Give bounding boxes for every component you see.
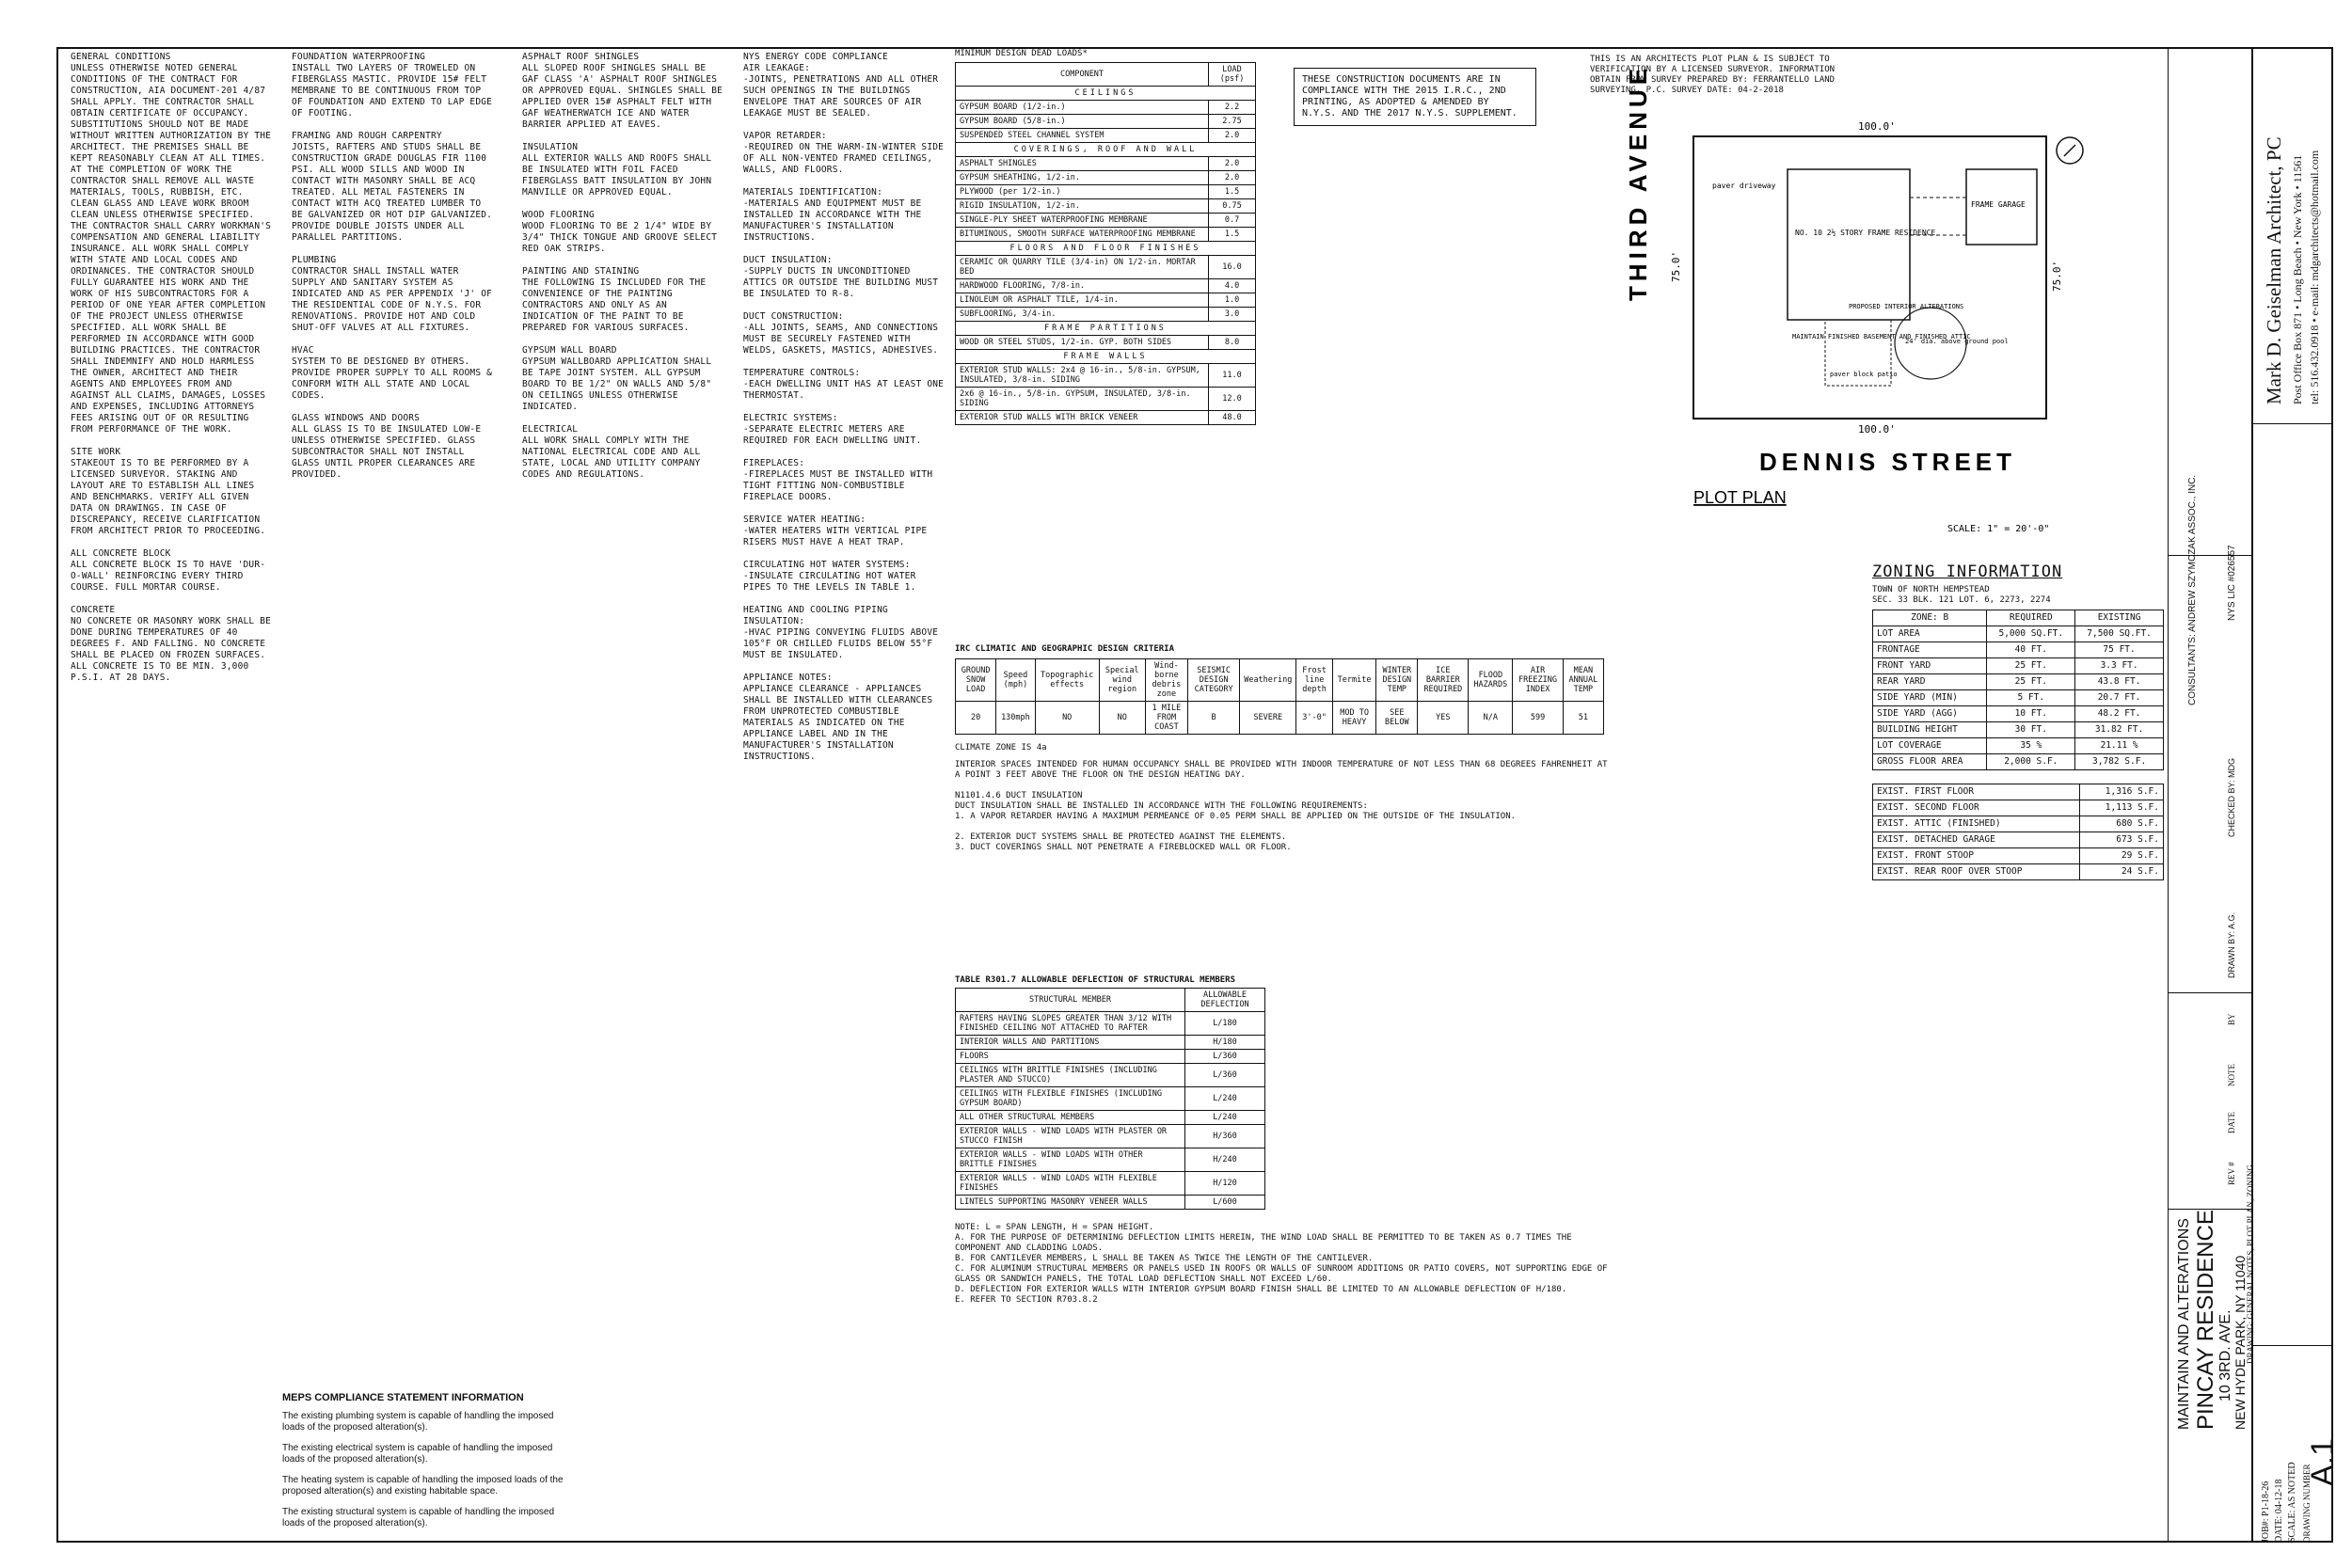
area-label-cell: EXIST. FRONT STOOP — [1873, 848, 2080, 864]
component-cell: GYPSUM BOARD (5/8-in.) — [956, 115, 1209, 129]
table-header: ICE BARRIER REQUIRED — [1418, 659, 1469, 702]
climate-title: IRC CLIMATIC AND GEOGRAPHIC DESIGN CRITERIA — [955, 644, 1174, 654]
table-header: MEAN ANNUAL TEMP — [1563, 659, 1603, 702]
deflection-cell: H/120 — [1184, 1172, 1264, 1196]
deflection-cell: L/360 — [1184, 1050, 1264, 1064]
drawing-number-label: DRAWING NUMBER — [2302, 1464, 2312, 1543]
table-row — [956, 129, 1256, 143]
table-row — [1873, 800, 2164, 816]
table-header: SEISMIC DESIGN CATEGORY — [1188, 659, 1240, 702]
climate-value: 130mph — [996, 702, 1035, 735]
table-header: AIR FREEZING INDEX — [1513, 659, 1563, 702]
climate-value: NO — [1099, 702, 1145, 735]
zoning-cell: 31.82 FT. — [2075, 722, 2164, 738]
climate-value: 3'-0" — [1296, 702, 1332, 735]
table-row — [956, 101, 1256, 115]
table-row — [1873, 816, 2164, 832]
table-row — [956, 171, 1256, 185]
table-row — [956, 279, 1256, 293]
section-header: FRAME PARTITIONS — [956, 322, 1256, 336]
climate-value: SEVERE — [1240, 702, 1296, 735]
zoning-cell: SIDE YARD (MIN) — [1873, 690, 1987, 706]
component-cell: BITUMINOUS, SMOOTH SURFACE WATERPROOFING MEMBRANE — [956, 228, 1209, 242]
firm-name: Mark D. Geiselman Architect, PC — [2263, 136, 2285, 404]
proposed-label: PROPOSED INTERIOR ALTERATIONS — [1849, 303, 1964, 310]
component-cell: PLYWOOD (per 1/2-in.) — [956, 185, 1209, 199]
table-row — [956, 1125, 1265, 1148]
project-addr2: NEW HYDE PARK, NY 11040 — [2233, 1255, 2248, 1430]
area-label-cell: EXIST. SECOND FLOOR — [1873, 800, 2080, 816]
climate-value: B — [1188, 702, 1240, 735]
table-row — [1873, 722, 2164, 738]
street-third-avenue: THIRD AVENUE — [1624, 63, 1652, 301]
deflection-notes: NOTE: L = SPAN LENGTH, H = SPAN HEIGHT. A. FOR THE PURPOSE OF DETERMINING DEFLECTION LIMITS HEREIN, THE WIND LOAD SHALL BE PERMITTED TO BE TAKEN AS 0.7 TIMES THE COMPONENT AND CLADDING LOADS. B. FOR CANTILEVER MEMBERS, L SHALL BE TAKEN AS TWICE THE LENGTH OF THE CANTILEVER. C. FOR ALUMINUM STRUCTURAL MEMBERS OR PANELS USED IN ROOFS OR WALLS OF SUNROOM ADDITIONS OR PATIO COVERS, NOT SUPPORTING EDGE OF GLASS OR SANDWICH PANELS, THE TOTAL LOAD DEFLECTION SHALL NOT EXCEED L/60. D. DEFLECTION FOR EXTERIOR WALLS WITH INTERIOR GYPSUM BOARD FINISH SHALL BE LIMITED TO AN ALLOWABLE DEFLECTION OF H/180. E. REFER TO SECTION R703.8.2 — [955, 1223, 1608, 1305]
member-cell: EXTERIOR WALLS - WIND LOADS WITH PLASTER OR STUCCO FINISH — [956, 1125, 1185, 1148]
zoning-title: ZONING INFORMATION — [1872, 562, 2063, 581]
checked-by: CHECKED BY: MDG — [2227, 757, 2236, 837]
load-cell: 2.2 — [1209, 101, 1256, 115]
patio-label: paver block patio — [1830, 371, 1898, 378]
load-cell: 2.0 — [1209, 171, 1256, 185]
street-dennis: DENNIS STREET — [1759, 448, 2017, 476]
table-row — [956, 1148, 1265, 1172]
climate-value: 51 — [1563, 702, 1603, 735]
table-row — [1873, 754, 2164, 770]
zoning-cell: 5,000 SQ.FT. — [1987, 626, 2075, 642]
area-value-cell: 24 S.F. — [2079, 864, 2163, 880]
zoning-cell: 30 FT. — [1987, 722, 2075, 738]
table-header: EXISTING — [2075, 610, 2164, 626]
section-header: FLOORS AND FLOOR FINISHES — [956, 242, 1256, 256]
zoning-cell: BUILDING HEIGHT — [1873, 722, 1987, 738]
component-cell: WOOD OR STEEL STUDS, 1/2-in. GYP. BOTH SIDES — [956, 336, 1209, 350]
table-header: Topographic effects — [1035, 659, 1099, 702]
component-cell: EXTERIOR STUD WALLS WITH BRICK VENEER — [956, 411, 1209, 425]
table-header: Wind-borne debris zone — [1145, 659, 1187, 702]
component-cell: GYPSUM BOARD (1/2-in.) — [956, 101, 1209, 115]
project-addr1: 10 3RD. AVE. — [2217, 1309, 2233, 1402]
zoning-cell: 20.7 FT. — [2075, 690, 2164, 706]
component-cell: SUSPENDED STEEL CHANNEL SYSTEM — [956, 129, 1209, 143]
plot-plan — [1590, 56, 2117, 546]
climate-value: 20 — [956, 702, 996, 735]
sheet-number: A.1 — [2305, 1437, 2341, 1486]
table-row — [956, 115, 1256, 129]
meps-title: MEPS COMPLIANCE STATEMENT INFORMATION — [282, 1392, 524, 1403]
load-cell: 4.0 — [1209, 279, 1256, 293]
zoning-cell: 3.3 FT. — [2075, 658, 2164, 674]
table-row — [956, 336, 1256, 350]
project-title-b: PINCAY RESIDENCE — [2193, 1210, 2218, 1430]
deflection-cell: L/240 — [1184, 1087, 1264, 1111]
table-row — [956, 157, 1256, 171]
pool-label: 24' dia. above ground pool — [1905, 338, 2009, 345]
table-row — [956, 1012, 1265, 1036]
component-cell: SUBFLOORING, 3/4-in. — [956, 308, 1209, 322]
deflection-cell: H/180 — [1184, 1036, 1264, 1050]
component-cell: CERAMIC OR QUARRY TILE (3/4-in) ON 1/2-in. MORTAR BED — [956, 256, 1209, 279]
dead-loads-title: MINIMUM DESIGN DEAD LOADS* — [955, 49, 1088, 58]
table-row — [1873, 626, 2164, 642]
section-header: COVERINGS, ROOF AND WALL — [956, 143, 1256, 157]
member-cell: CEILINGS WITH FLEXIBLE FINISHES (INCLUDING GYPSUM BOARD) — [956, 1087, 1185, 1111]
climate-value: N/A — [1469, 702, 1513, 735]
component-cell: 2x6 @ 16-in., 5/8-in. GYPSUM, INSULATED, 3/8-in. SIDING — [956, 388, 1209, 411]
by-col: BY — [2227, 1013, 2236, 1025]
drawn-by: DRAWN BY: A.G. — [2227, 911, 2236, 978]
table-row — [956, 1111, 1265, 1125]
table-row — [956, 388, 1256, 411]
section-header: CEILINGS — [956, 87, 1256, 101]
general-notes-col2: FOUNDATION WATERPROOFING INSTALL TWO LAYERS OF TROWELED ON FIBERGLASS MASTIC. PROVIDE 15# FELT MEMBRANE TO BE CONTINUOUS FROM TOP OF FOUNDATION AND EXTEND TO LAP EDGE OF FOOTING. FRAMING AND ROUGH CARPENTRY JOISTS, RAFTERS AND STUDS SHALL BE CONSTRUCTION GRADE DOUGLAS FIR 1100 PSI. ALL WOOD SILLS AND WOOD IN CONTACT WITH MASONRY SHALL BE ACQ TREATED. ALL METAL FASTENERS IN CONTACT WITH ACQ TREATED LUMBER TO BE GALVANIZED OR HOT DIP GALVANIZED. PROVIDE DOUBLE JOISTS UNDER ALL PARALLEL PARTITIONS. PLUMBING CONTRACTOR SHALL INSTALL WATER SUPPLY AND SANITARY SYSTEM AS INDICATED AND AS PER APPENDIX 'J' OF THE RESIDENTIAL CODE OF N.Y.S. FOR RENOVATIONS. PROVIDE HOT AND COLD SHUT-OFF VALVES AT ALL FIXTURES. HVAC SYSTEM TO BE DESIGNED BY OTHERS. PROVIDE PROPER SUPPLY TO ALL ROOMS & CONFORM WITH ALL STATE AND LOCAL CODES. GLASS WINDOWS AND DOORS ALL GLASS IS TO BE INSULATED LOW-E UNLESS OTHERWISE SPECIFIED. GLASS SUBCONTRACTOR SHALL NOT INSTALL GLASS UNTIL PROPER CLEARANCES ARE PROVIDED. — [292, 52, 493, 480]
load-cell: 1.0 — [1209, 293, 1256, 308]
table-header: Weathering — [1240, 659, 1296, 702]
member-cell: CEILINGS WITH BRITTLE FINISHES (INCLUDING PLASTER AND STUCCO) — [956, 1064, 1185, 1087]
climate-value: NO — [1035, 702, 1099, 735]
component-cell: HARDWOOD FLOORING, 7/8-in. — [956, 279, 1209, 293]
table-row — [1873, 738, 2164, 754]
deflection-title: TABLE R301.7 ALLOWABLE DEFLECTION OF STRUCTURAL MEMBERS — [955, 975, 1236, 985]
title-block — [2246, 47, 2341, 1543]
table-row — [956, 364, 1256, 388]
zoning-cell: 35 % — [1987, 738, 2075, 754]
member-cell: EXTERIOR WALLS - WIND LOADS WITH FLEXIBLE FINISHES — [956, 1172, 1185, 1196]
zoning-cell: 40 FT. — [1987, 642, 2075, 658]
residence-label: NO. 10 2½ STORY FRAME RESIDENCE — [1795, 229, 1936, 237]
dim-bottom: 100.0' — [1858, 423, 1896, 436]
area-label-cell: EXIST. DETACHED GARAGE — [1873, 832, 2080, 848]
revision-block — [2168, 47, 2253, 1543]
component-cell: EXTERIOR STUD WALLS: 2x4 @ 16-in., 5/8-in. GYPSUM, INSULATED, 3/8-in. SIDING — [956, 364, 1209, 388]
table-header: LOAD (psf) — [1209, 63, 1256, 87]
zoning-cell: FRONTAGE — [1873, 642, 1987, 658]
table-row — [1873, 832, 2164, 848]
load-cell: 0.75 — [1209, 199, 1256, 214]
zoning-information — [1872, 562, 2192, 880]
member-cell: LINTELS SUPPORTING MASONRY VENEER WALLS — [956, 1196, 1185, 1210]
table-row — [956, 185, 1256, 199]
table-header: ALLOWABLE DEFLECTION — [1184, 989, 1264, 1012]
plot-plan-title: PLOT PLAN — [1693, 488, 1787, 507]
deflection-cell: L/240 — [1184, 1111, 1264, 1125]
load-cell: 2.0 — [1209, 129, 1256, 143]
deflection-cell: L/600 — [1184, 1196, 1264, 1210]
load-cell: 8.0 — [1209, 336, 1256, 350]
meps-heating: The heating system is capable of handling the imposed loads of the proposed alteration(s) and existing habitable space. — [282, 1475, 564, 1497]
zoning-cell: FRONT YARD — [1873, 658, 1987, 674]
deflection-cell: H/360 — [1184, 1125, 1264, 1148]
member-cell: ALL OTHER STRUCTURAL MEMBERS — [956, 1111, 1185, 1125]
meps-statement — [282, 1392, 564, 1539]
area-value-cell: 680 S.F. — [2079, 816, 2163, 832]
zoning-cell: 3,782 S.F. — [2075, 754, 2164, 770]
climate-value: SEE BELOW — [1376, 702, 1418, 735]
zoning-cell: LOT COVERAGE — [1873, 738, 1987, 754]
zoning-cell: REAR YARD — [1873, 674, 1987, 690]
component-cell: RIGID INSULATION, 1/2-in. — [956, 199, 1209, 214]
load-cell: 1.5 — [1209, 228, 1256, 242]
table-row — [1873, 642, 2164, 658]
table-row — [956, 199, 1256, 214]
table-header: WINTER DESIGN TEMP — [1376, 659, 1418, 702]
zoning-table — [1872, 610, 2164, 770]
table-header: FLOOD HAZARDS — [1469, 659, 1513, 702]
table-header: ZONE: B — [1873, 610, 1987, 626]
table-row — [956, 1064, 1265, 1087]
component-cell: GYPSUM SHEATHING, 1/2-in. — [956, 171, 1209, 185]
member-cell: INTERIOR WALLS AND PARTITIONS — [956, 1036, 1185, 1050]
member-cell: RAFTERS HAVING SLOPES GREATER THAN 3/12 WITH FINISHED CEILING NOT ATTACHED TO RAFTER — [956, 1012, 1185, 1036]
climate-notes: INTERIOR SPACES INTENDED FOR HUMAN OCCUPANCY SHALL BE PROVIDED WITH INDOOR TEMPERATURE OF NOT LESS THAN 68 DEGREES FAHRENHEIT AT A POINT 3 FEET ABOVE THE FLOOR ON THE DESIGN HEATING DAY. N1101.4.6 DUCT INSULATION DUCT INSULATION SHALL BE INSTALLED IN ACCORDANCE WITH THE FOLLOWING REQUIREMENTS: 1. A VAPOR RETARDER HAVING A MAXIMUM PERMEANCE OF 0.05 PERM SHALL BE APPLIED ON THE OUTSIDE OF THE INSULATION. 2. EXTERIOR DUCT SYSTEMS SHALL BE PROTECTED AGAINST THE ELEMENTS. 3. DUCT COVERINGS SHALL NOT PENETRATE A FIREBLOCKED WALL OR FLOOR. — [955, 760, 1608, 852]
area-label-cell: EXIST. FIRST FLOOR — [1873, 784, 2080, 800]
climate-value: 599 — [1513, 702, 1563, 735]
compliance-box: THESE CONSTRUCTION DOCUMENTS ARE IN COMPLIANCE WITH THE 2015 I.R.C., 2ND PRINTING, AS ADOPTED & AMENDED BY N.Y.S. AND THE 2017 N.Y.S. SUPPLEMENT. — [1294, 68, 1536, 126]
table-header: Frost line depth — [1296, 659, 1332, 702]
dim-top: 100.0' — [1858, 120, 1896, 133]
meps-plumbing: The existing plumbing system is capable of handling the imposed loads of the proposed alteration(s). — [282, 1411, 554, 1433]
meps-electrical: The existing electrical system is capable of handling the imposed loads of the proposed alteration(s). — [282, 1443, 553, 1465]
alteration-label: MAINTAIN FINISHED BASEMENT AND FINISHED ATTIC — [1792, 333, 1971, 341]
table-row — [1873, 706, 2164, 722]
rev-col: REV # — [2227, 1162, 2236, 1185]
dim-right: 75.0' — [2051, 260, 2063, 292]
drawing-date: DATE: 04-12-18 — [2274, 1479, 2284, 1543]
table-row — [1873, 690, 2164, 706]
deflection-cell: L/180 — [1184, 1012, 1264, 1036]
load-cell: 0.7 — [1209, 214, 1256, 228]
load-cell: 2.75 — [1209, 115, 1256, 129]
table-row — [1873, 784, 2164, 800]
zoning-cell: 7,500 SQ.FT. — [2075, 626, 2164, 642]
member-cell: FLOORS — [956, 1050, 1185, 1064]
area-value-cell: 1,316 S.F. — [2079, 784, 2163, 800]
deflection-cell: L/360 — [1184, 1064, 1264, 1087]
firm-contact: tel: 516.432.0918 • e-mail: mdgarchitects@hotmail.com — [2308, 150, 2321, 404]
table-row — [956, 1050, 1265, 1064]
license: NYS LIC #026557 — [2227, 545, 2237, 621]
zoning-cell: 21.11 % — [2075, 738, 2164, 754]
garage-label: FRAME GARAGE — [1971, 200, 2026, 209]
area-label-cell: EXIST. ATTIC (FINISHED) — [1873, 816, 2080, 832]
area-value-cell: 1,113 S.F. — [2079, 800, 2163, 816]
table-row — [956, 293, 1256, 308]
consultants: CONSULTANTS: ANDREW SZYMCZAK ASSOC., INC. — [2187, 474, 2198, 705]
section-header: FRAME WALLS — [956, 350, 1256, 364]
survey-note: THIS IS AN ARCHITECTS PLOT PLAN & IS SUBJECT TO VERIFICATION BY A LICENSED SURVEYOR. INFORMATION OBTAIN FROM SURVEY PREPARED BY: FERRANTELLO LAND SURVEYING, P.C. SURVEY DATE: 04-2-2018 — [1590, 55, 1836, 95]
note-col: NOTE — [2227, 1064, 2236, 1086]
zoning-cell: 25 FT. — [1987, 674, 2075, 690]
zoning-cell: 25 FT. — [1987, 658, 2075, 674]
project-title-a: MAINTAIN AND ALTERATIONS — [2176, 1218, 2192, 1430]
table-header: Termite — [1332, 659, 1376, 702]
general-notes-col3: ASPHALT ROOF SHINGLES ALL SLOPED ROOF SHINGLES SHALL BE GAF CLASS 'A' ASPHALT ROOF SHINGLES OR APPROVED EQUAL. SHINGLES SHALL BE APPLIED OVER 15# ASPHALT FELT WITH GAF WEATHERWATCH ICE AND WATER BARRIER APPLIED AT EAVES. INSULATION ALL EXTERIOR WALLS AND ROOFS SHALL BE INSULATED WITH FOIL FACED FIBERGLASS BATT INSULATION BY JOHN MANVILLE OR APPROVED EQUAL. WOOD FLOORING WOOD FLOORING TO BE 2 1/4" WIDE BY 3/4" THICK TONGUE AND GROOVE SELECT RED OAK STRIPS. PAINTING AND STAINING THE FOLLOWING IS INCLUDED FOR THE CONVENIENCE OF THE PAINTING CONTRACTORS AND ONLY AS AN INDICATION OF THE PAINT TO BE PREPARED FOR VARIOUS SURFACES. GYPSUM WALL BOARD GYPSUM WALLBOARD APPLICATION SHALL BE TAPE JOINT SYSTEM. ALL GYPSUM BOARD TO BE 1/2" ON WALLS AND 5/8" ON CEILINGS UNLESS OTHERWISE INDICATED. ELECTRICAL ALL WORK SHALL COMPLY WITH THE NATIONAL ELECTRICAL CODE AND ALL STATE, LOCAL AND UTILITY COMPANY CODES AND REGULATIONS. — [522, 52, 723, 480]
zoning-sec: SEC. 33 BLK. 121 LOT. 6, 2273, 2274 — [1872, 595, 2051, 605]
component-cell: LINOLEUM OR ASPHALT TILE, 1/4-in. — [956, 293, 1209, 308]
load-cell: 11.0 — [1209, 364, 1256, 388]
table-row — [1873, 864, 2164, 880]
zoning-cell: 10 FT. — [1987, 706, 2075, 722]
firm-address: Post Office Box 871 • Long Beach • New York • 11561 — [2291, 154, 2304, 404]
table-row — [956, 1087, 1265, 1111]
table-header: GROUND SNOW LOAD — [956, 659, 996, 702]
table-row — [1873, 848, 2164, 864]
drawing-description: DRAWING: GENERAL NOTES, PLOT PLAN, ZONING — [2246, 1164, 2255, 1364]
table-row — [956, 1036, 1265, 1050]
load-cell: 3.0 — [1209, 308, 1256, 322]
climate-zone: CLIMATE ZONE IS 4a — [955, 743, 1047, 752]
component-cell: ASPHALT SHINGLES — [956, 157, 1209, 171]
zoning-cell: LOT AREA — [1873, 626, 1987, 642]
area-value-cell: 29 S.F. — [2079, 848, 2163, 864]
zoning-cell: SIDE YARD (AGG) — [1873, 706, 1987, 722]
table-row — [956, 228, 1256, 242]
driveway-label: paver driveway — [1712, 182, 1776, 190]
load-cell: 48.0 — [1209, 411, 1256, 425]
table-row — [1873, 658, 2164, 674]
table-header: Speed (mph) — [996, 659, 1035, 702]
zoning-cell: 48.2 FT. — [2075, 706, 2164, 722]
load-cell: 16.0 — [1209, 256, 1256, 279]
zoning-cell: 5 FT. — [1987, 690, 2075, 706]
deflection-cell: H/240 — [1184, 1148, 1264, 1172]
table-row — [1873, 674, 2164, 690]
table-row — [956, 214, 1256, 228]
zoning-town: TOWN OF NORTH HEMPSTEAD — [1872, 585, 1990, 594]
zoning-cell: GROSS FLOOR AREA — [1873, 754, 1987, 770]
table-row — [956, 256, 1256, 279]
table-row — [956, 1196, 1265, 1210]
dead-loads-table — [955, 62, 1256, 425]
drawing-scale: SCALE: AS NOTED — [2287, 1462, 2297, 1543]
dim-left: 75.0' — [1670, 250, 1682, 282]
component-cell: SINGLE-PLY SHEET WATERPROOFING MEMBRANE — [956, 214, 1209, 228]
meps-structural: The existing structural system is capable of handling the imposed loads of the proposed alteration(s). — [282, 1507, 555, 1528]
table-header: COMPONENT — [956, 63, 1209, 87]
zoning-cell: 75 FT. — [2075, 642, 2164, 658]
table-row — [956, 308, 1256, 322]
existing-areas-table — [1872, 784, 2164, 880]
table-header: REQUIRED — [1987, 610, 2075, 626]
general-notes-col1: GENERAL CONDITIONS UNLESS OTHERWISE NOTED GENERAL CONDITIONS OF THE CONTRACT FOR CONSTRUCTION, AIA DOCUMENT-201 4/87 SHALL APPLY. THE CONTRACTOR SHALL OBTAIN CERTIFICATE OF OCCUPANCY. SUBSTITUTIONS SHOULD NOT BE MADE WITHOUT WRITTEN AUTHORIZATION BY THE ARCHITECT. THE PREMISES SHALL BE KEPT REASONABLY CLEAN AT ALL TIMES. AT THE COMPLETION OF WORK THE CONTRACTOR SHALL REMOVE ALL WASTE MATERIALS, TOOLS, RUBBISH, ETC. CLEAN GLASS AND LEAVE WORK BROOM CLEAN UNLESS OTHERWISE SPECIFIED. THE CONTRACTOR SHALL CARRY WORKMAN'S COMPENSATION AND GENERAL LIABILITY INSURANCE. ALL WORK SHALL COMPLY WITH STATE AND LOCAL CODES AND ORDINANCES. THE CONTRACTOR SHOULD FULLY GUARANTEE HIS WORK AND THE WORK OF HIS SUBCONTRACTORS FOR A PERIOD OF ONE YEAR AFTER COMPLETION OF THE PROJECT UNLESS OTHERWISE SPECIFIED. ALL WORK SHALL BE PERFORMED IN ACCORDANCE WITH GOOD BUILDING PRACTICES. THE CONTRACTOR SHALL INDEMNIFY AND HOLD HARMLESS THE OWNER, ARCHITECT AND THEIR AGENTS AND EMPLOYEES FROM AND AGAINST ALL CLAIMS, DAMAGES, LOSSES AND EXPENSES, INCLUDING ATTORNEYS FEES ARISING OUT OF OR RESULTING FROM PERFORMANCE OF THE WORK. SITE WORK STAKEOUT IS TO BE PERFORMED BY A LICENSED SURVEYOR. STAKING AND LAYOUT ARE TO ESTABLISH ALL LINES AND BENCHMARKS. VERIFY ALL GIVEN DATA ON DRAWINGS. IN CASE OF DISCREPANCY, RECEIVE CLARIFICATION FROM ARCHITECT PRIOR TO PROCEEDING. ALL CONCRETE BLOCK ALL CONCRETE BLOCK IS TO HAVE 'DUR-O-WALL' REINFORCING EVERY THIRD COURSE. FULL MORTAR COURSE. CONCRETE NO CONCRETE OR MASONRY WORK SHALL BE DONE DURING TEMPERATURES OF 40 DEGREES F. AND FALLING. NO CONCRETE SHALL BE PLACED ON FROZEN SURFACES. ALL CONCRETE IS TO BE MIN. 3,000 P.S.I. AT 28 DAYS. — [71, 52, 272, 683]
area-value-cell: 673 S.F. — [2079, 832, 2163, 848]
zoning-cell: 2,000 S.F. — [1987, 754, 2075, 770]
table-header: STRUCTURAL MEMBER — [956, 989, 1185, 1012]
climate-value: YES — [1418, 702, 1469, 735]
deflection-table — [955, 988, 1265, 1210]
table-row — [956, 411, 1256, 425]
load-cell: 2.0 — [1209, 157, 1256, 171]
residence-outline — [1788, 169, 1910, 320]
load-cell: 1.5 — [1209, 185, 1256, 199]
climate-value: 1 MILE FROM COAST — [1145, 702, 1187, 735]
energy-code-notes: NYS ENERGY CODE COMPLIANCE AIR LEAKAGE: -JOINTS, PENETRATIONS AND ALL OTHER SUCH OPENINGS IN THE BUILDINGS ENVELOPE THAT ARE SOURCES OF AIR LEAKAGE MUST BE SEALED. VAPOR RETARDER: -REQUIRED ON THE WARM-IN-WINTER SIDE OF ALL NON-VENTED FRAMED CEILINGS, WALLS, AND FLOORS. MATERIALS IDENTIFICATION: -MATERIALS AND EQUIPMENT MUST BE INSTALLED IN ACCORDANCE WITH THE MANUFACTURER'S INSTALLATION INSTRUCTIONS. DUCT INSULATION: -SUPPLY DUCTS IN UNCONDITIONED ATTICS OR OUTSIDE THE BUILDING MUST BE INSULATED TO R-8. DUCT CONSTRUCTION: -ALL JOINTS, SEAMS, AND CONNECTIONS MUST BE SECURELY FASTENED WITH WELDS, GASKETS, MASTICS, ADHESIVES. TEMPERATURE CONTROLS: -EACH DWELLING UNIT HAS AT LEAST ONE THERMOSTAT. ELECTRIC SYSTEMS: -SEPARATE ELECTRIC METERS ARE REQUIRED FOR EACH DWELLING UNIT. FIREPLACES: -FIREPLACES MUST BE INSTALLED WITH TIGHT FITTING NON-COMBUSTIBLE FIREPLACE DOORS. SERVICE WATER HEATING: -WATER HEATERS WITH VERTICAL PIPE RISERS MUST HAVE A HEAT TRAP. CIRCULATING HOT WATER SYSTEMS: -INSULATE CIRCULATING HOT WATER PIPES TO THE LEVELS IN TABLE 1. HEATING AND COOLING PIPING INSULATION: -HVAC PIPING CONVEYING FLUIDS ABOVE 105°F OR CHILLED FLUIDS BELOW 55°F MUST BE INSULATED. APPLIANCE NOTES: APPLIANCE CLEARANCE - APPLIANCES SHALL BE INSTALLED WITH CLEARANCES FROM UNPROTECTED COMBUSTIBLE MATERIALS AS INDICATED ON THE APPLIANCE LABEL AND IN THE MANUFACTURER'S INSTALLATION INSTRUCTIONS. — [743, 52, 945, 762]
area-label-cell: EXIST. REAR ROOF OVER STOOP — [1873, 864, 2080, 880]
climate-table — [955, 658, 1604, 735]
climate-value: MOD TO HEAVY — [1332, 702, 1376, 735]
member-cell: EXTERIOR WALLS - WIND LOADS WITH OTHER BRITTLE FINISHES — [956, 1148, 1185, 1172]
table-header: Special wind region — [1099, 659, 1145, 702]
table-row — [956, 1172, 1265, 1196]
job-number: JOB#: P1-18-26 — [2261, 1481, 2271, 1543]
date-col: DATE — [2227, 1112, 2236, 1133]
plot-scale: SCALE: 1" = 20'-0" — [1947, 524, 2050, 534]
zoning-cell: 43.8 FT. — [2075, 674, 2164, 690]
load-cell: 12.0 — [1209, 388, 1256, 411]
